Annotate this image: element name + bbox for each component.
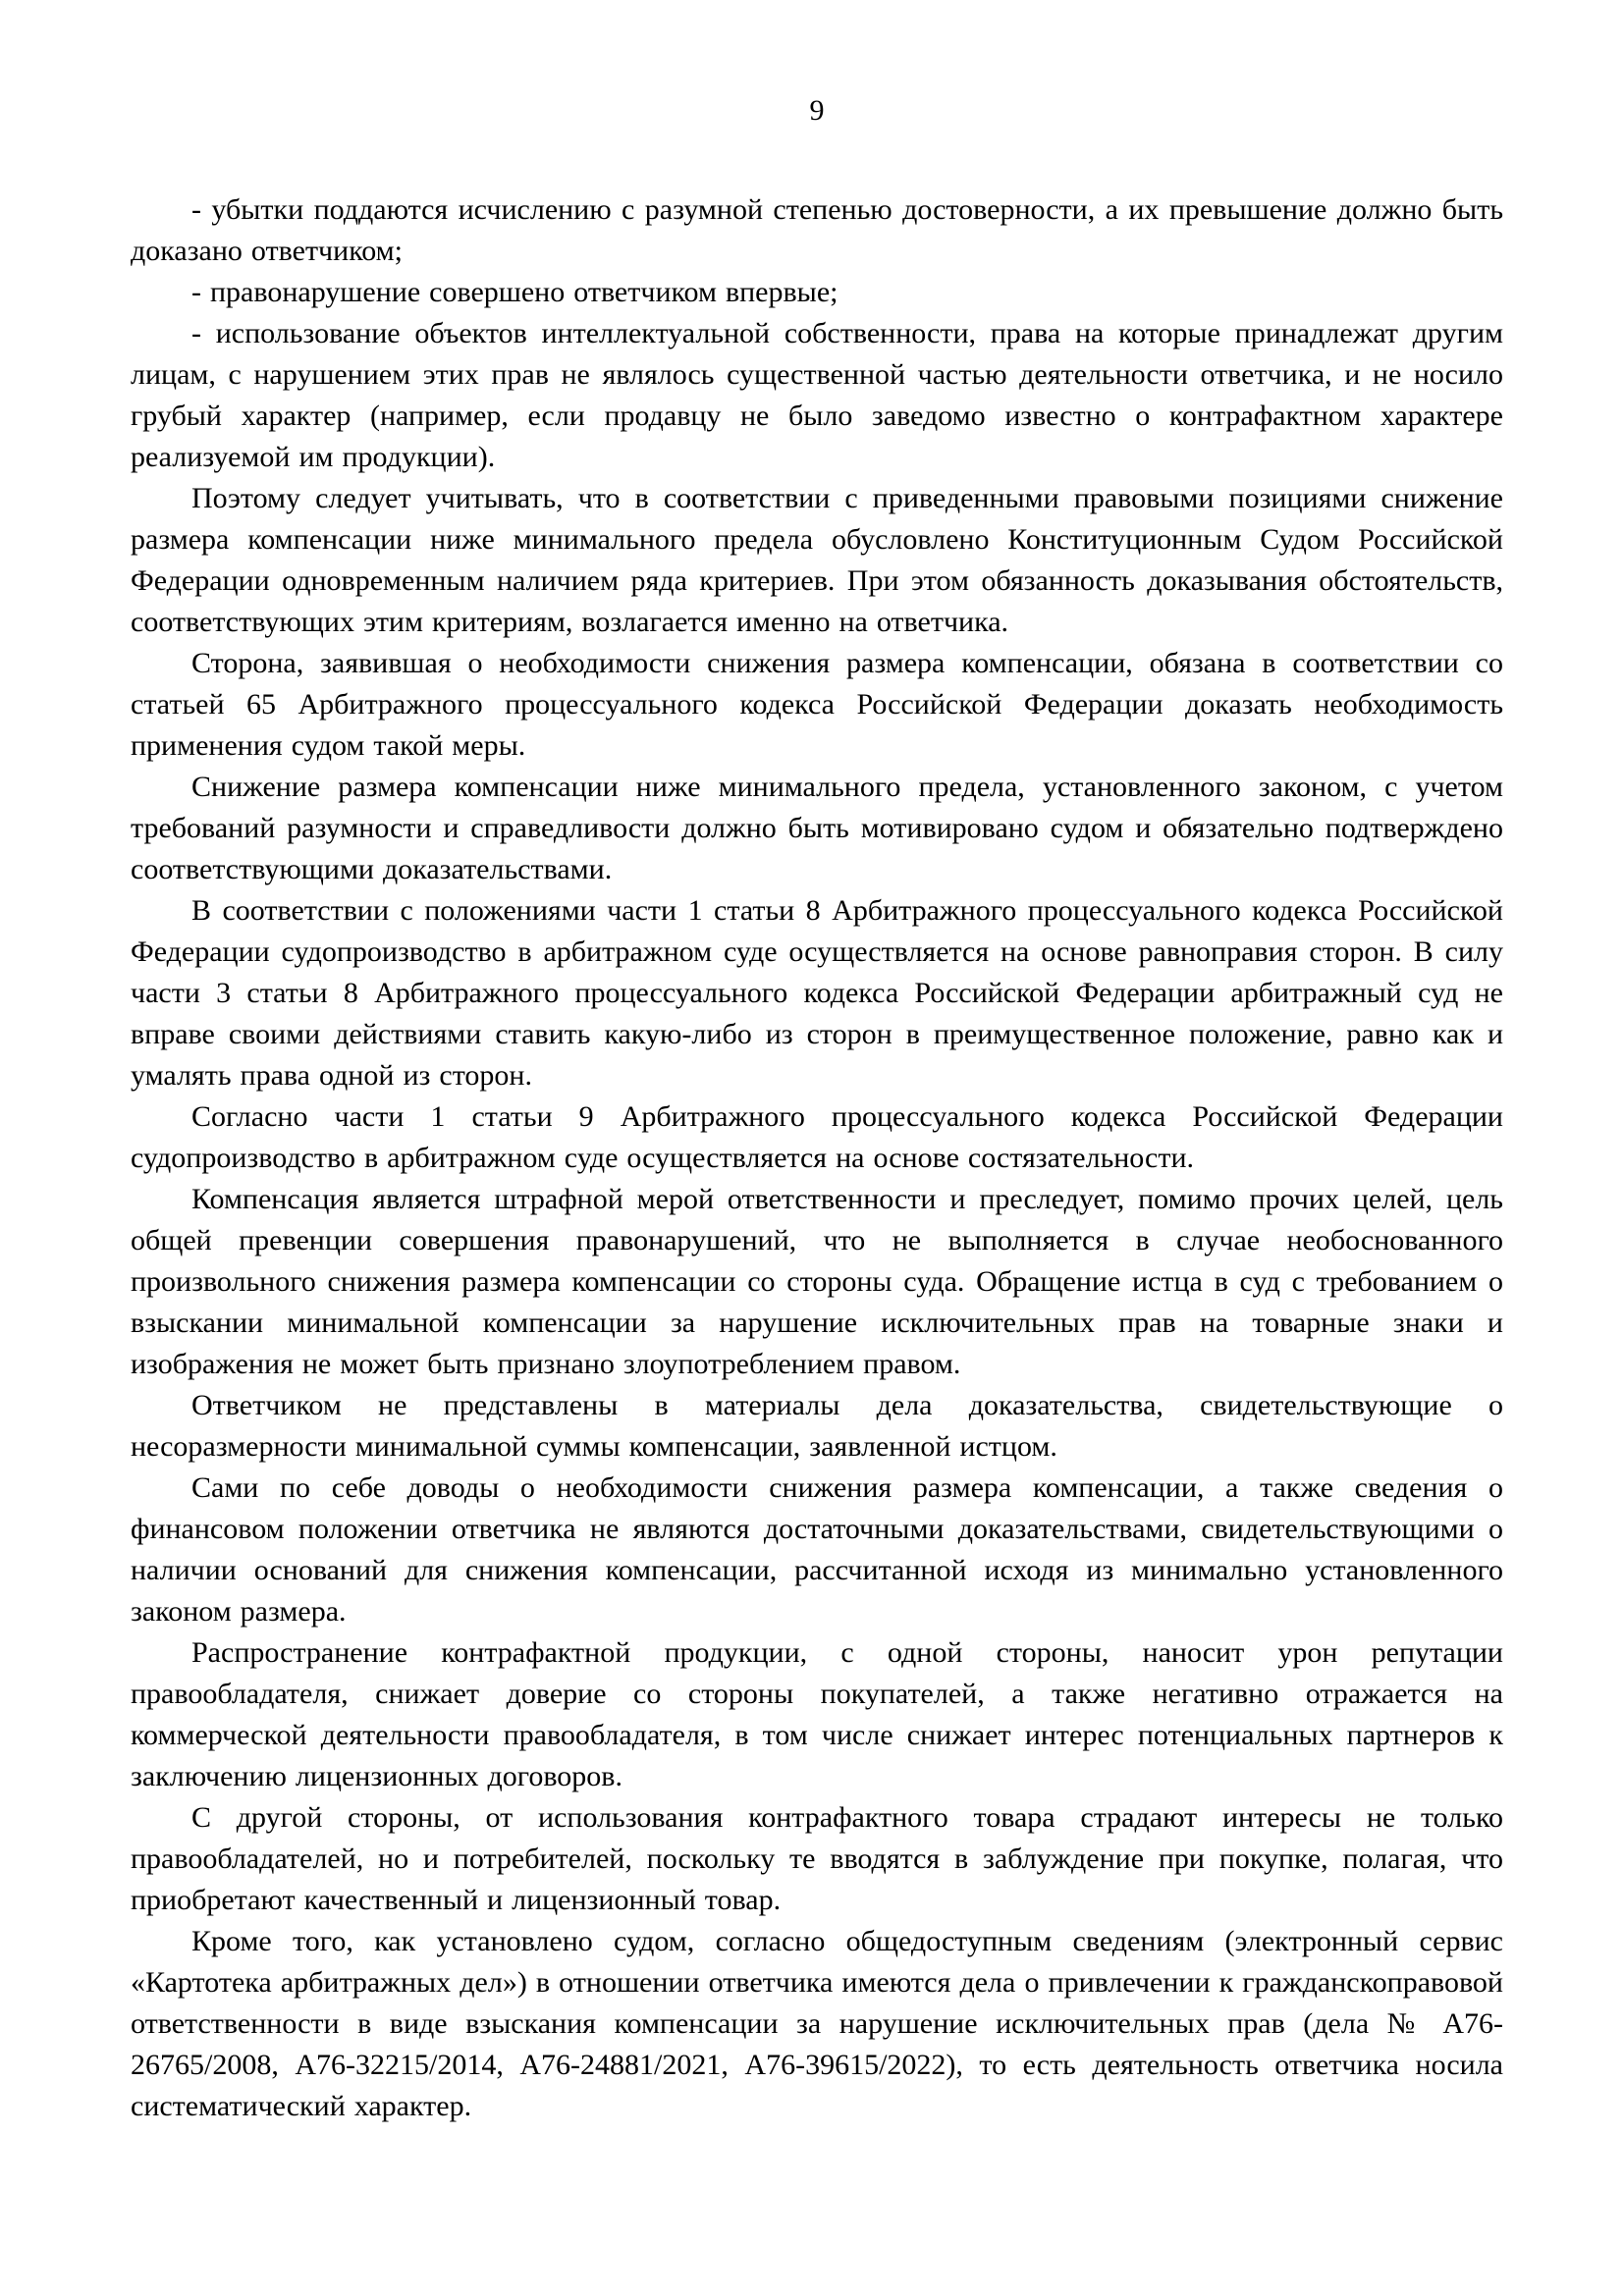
paragraph: Кроме того, как установлено судом, согласно общедоступным сведениям (электронный сервис «Картотека арбитражных дел») в отношении ответчика имеются дела о привлечении к гражданскоправовой ответственности в виде взыскания компенсации за нарушение исключительных прав (дела № А76-26765/2008, А76-32215/2014, А76-24881/2021, А76-39615/2022), то есть деятельность ответчика носила систематический характер.: [131, 1925, 1503, 2122]
paragraph: В соответствии с положениями части 1 статьи 8 Арбитражного процессуального кодекса Российской Федерации судопроизводство в арбитражном суде осуществляется на основе равноправия сторон. В силу части 3 статьи 8 Арбитражного процессуального кодекса Российской Федерации арбитражный суд не вправе своими действиями ставить какую-либо из сторон в преимущественное положение, равно как и умалять права одной из сторон.: [131, 894, 1503, 1092]
paragraph: Согласно части 1 статьи 9 Арбитражного процессуального кодекса Российской Федерации судопроизводство в арбитражном суде осуществляется на основе состязательности.: [131, 1100, 1503, 1174]
paragraph: Распространение контрафактной продукции, с одной стороны, наносит урон репутации правообладателя, снижает доверие со стороны покупателей, а также негативно отражается на коммерческой деятельности правообладателя, в том числе снижает интерес потенциальных партнеров к заключению лицензионных договоров.: [131, 1636, 1503, 1792]
paragraph: - использование объектов интеллектуальной собственности, права на которые принадлежат другим лицам, с нарушением этих прав не являлось существенной частью деятельности ответчика, и не носило грубый характер (например, если продавцу не было заведомо известно о контрафактном характере реализуемой им продукции).: [131, 317, 1503, 473]
document-body: [131, 189, 1503, 2127]
paragraph: - правонарушение совершено ответчиком впервые;: [191, 276, 839, 308]
paragraph: Поэтому следует учитывать, что в соответствии с приведенными правовыми позициями снижение размера компенсации ниже минимального предела обусловлено Конституционным Судом Российской Федерации одновременным наличием ряда критериев. При этом обязанность доказывания обстоятельств, соответствующих этим критериям, возлагается именно на ответчика.: [131, 482, 1503, 638]
paragraph: С другой стороны, от использования контрафактного товара страдают интересы не только правообладателей, но и потребителей, поскольку те вводятся в заблуждение при покупке, полагая, что приобретают качественный и лицензионный товар.: [131, 1801, 1503, 1916]
paragraph: Сторона, заявившая о необходимости снижения размера компенсации, обязана в соответствии со статьей 65 Арбитражного процессуального кодекса Российской Федерации доказать необходимость применения судом такой меры.: [131, 647, 1503, 762]
page-number: 9: [809, 94, 825, 127]
paragraph: Снижение размера компенсации ниже минимального предела, установленного законом, с учетом требований разумности и справедливости должно быть мотивировано судом и обязательно подтверждено соответствующими доказательствами.: [131, 771, 1503, 885]
paragraph: - убытки поддаются исчислению с разумной степенью достоверности, а их превышение должно быть доказано ответчиком;: [131, 193, 1503, 267]
paragraph: Компенсация является штрафной мерой ответственности и преследует, помимо прочих целей, цель общей превенции совершения правонарушений, что не выполняется в случае необоснованного произвольного снижения размера компенсации со стороны суда. Обращение истца в суд с требованием о взыскании минимальной компенсации за нарушение исключительных прав на товарные знаки и изображения не может быть признано злоупотреблением правом.: [131, 1183, 1503, 1380]
paragraph: Ответчиком не представлены в материалы дела доказательства, свидетельствующие о несоразмерности минимальной суммы компенсации, заявленной истцом.: [131, 1389, 1503, 1463]
paragraph: Сами по себе доводы о необходимости снижения размера компенсации, а также сведения о финансовом положении ответчика не являются достаточными доказательствами, свидетельствующими о наличии оснований для снижения компенсации, рассчитанной исходя из минимально установленного законом размера.: [131, 1471, 1503, 1628]
